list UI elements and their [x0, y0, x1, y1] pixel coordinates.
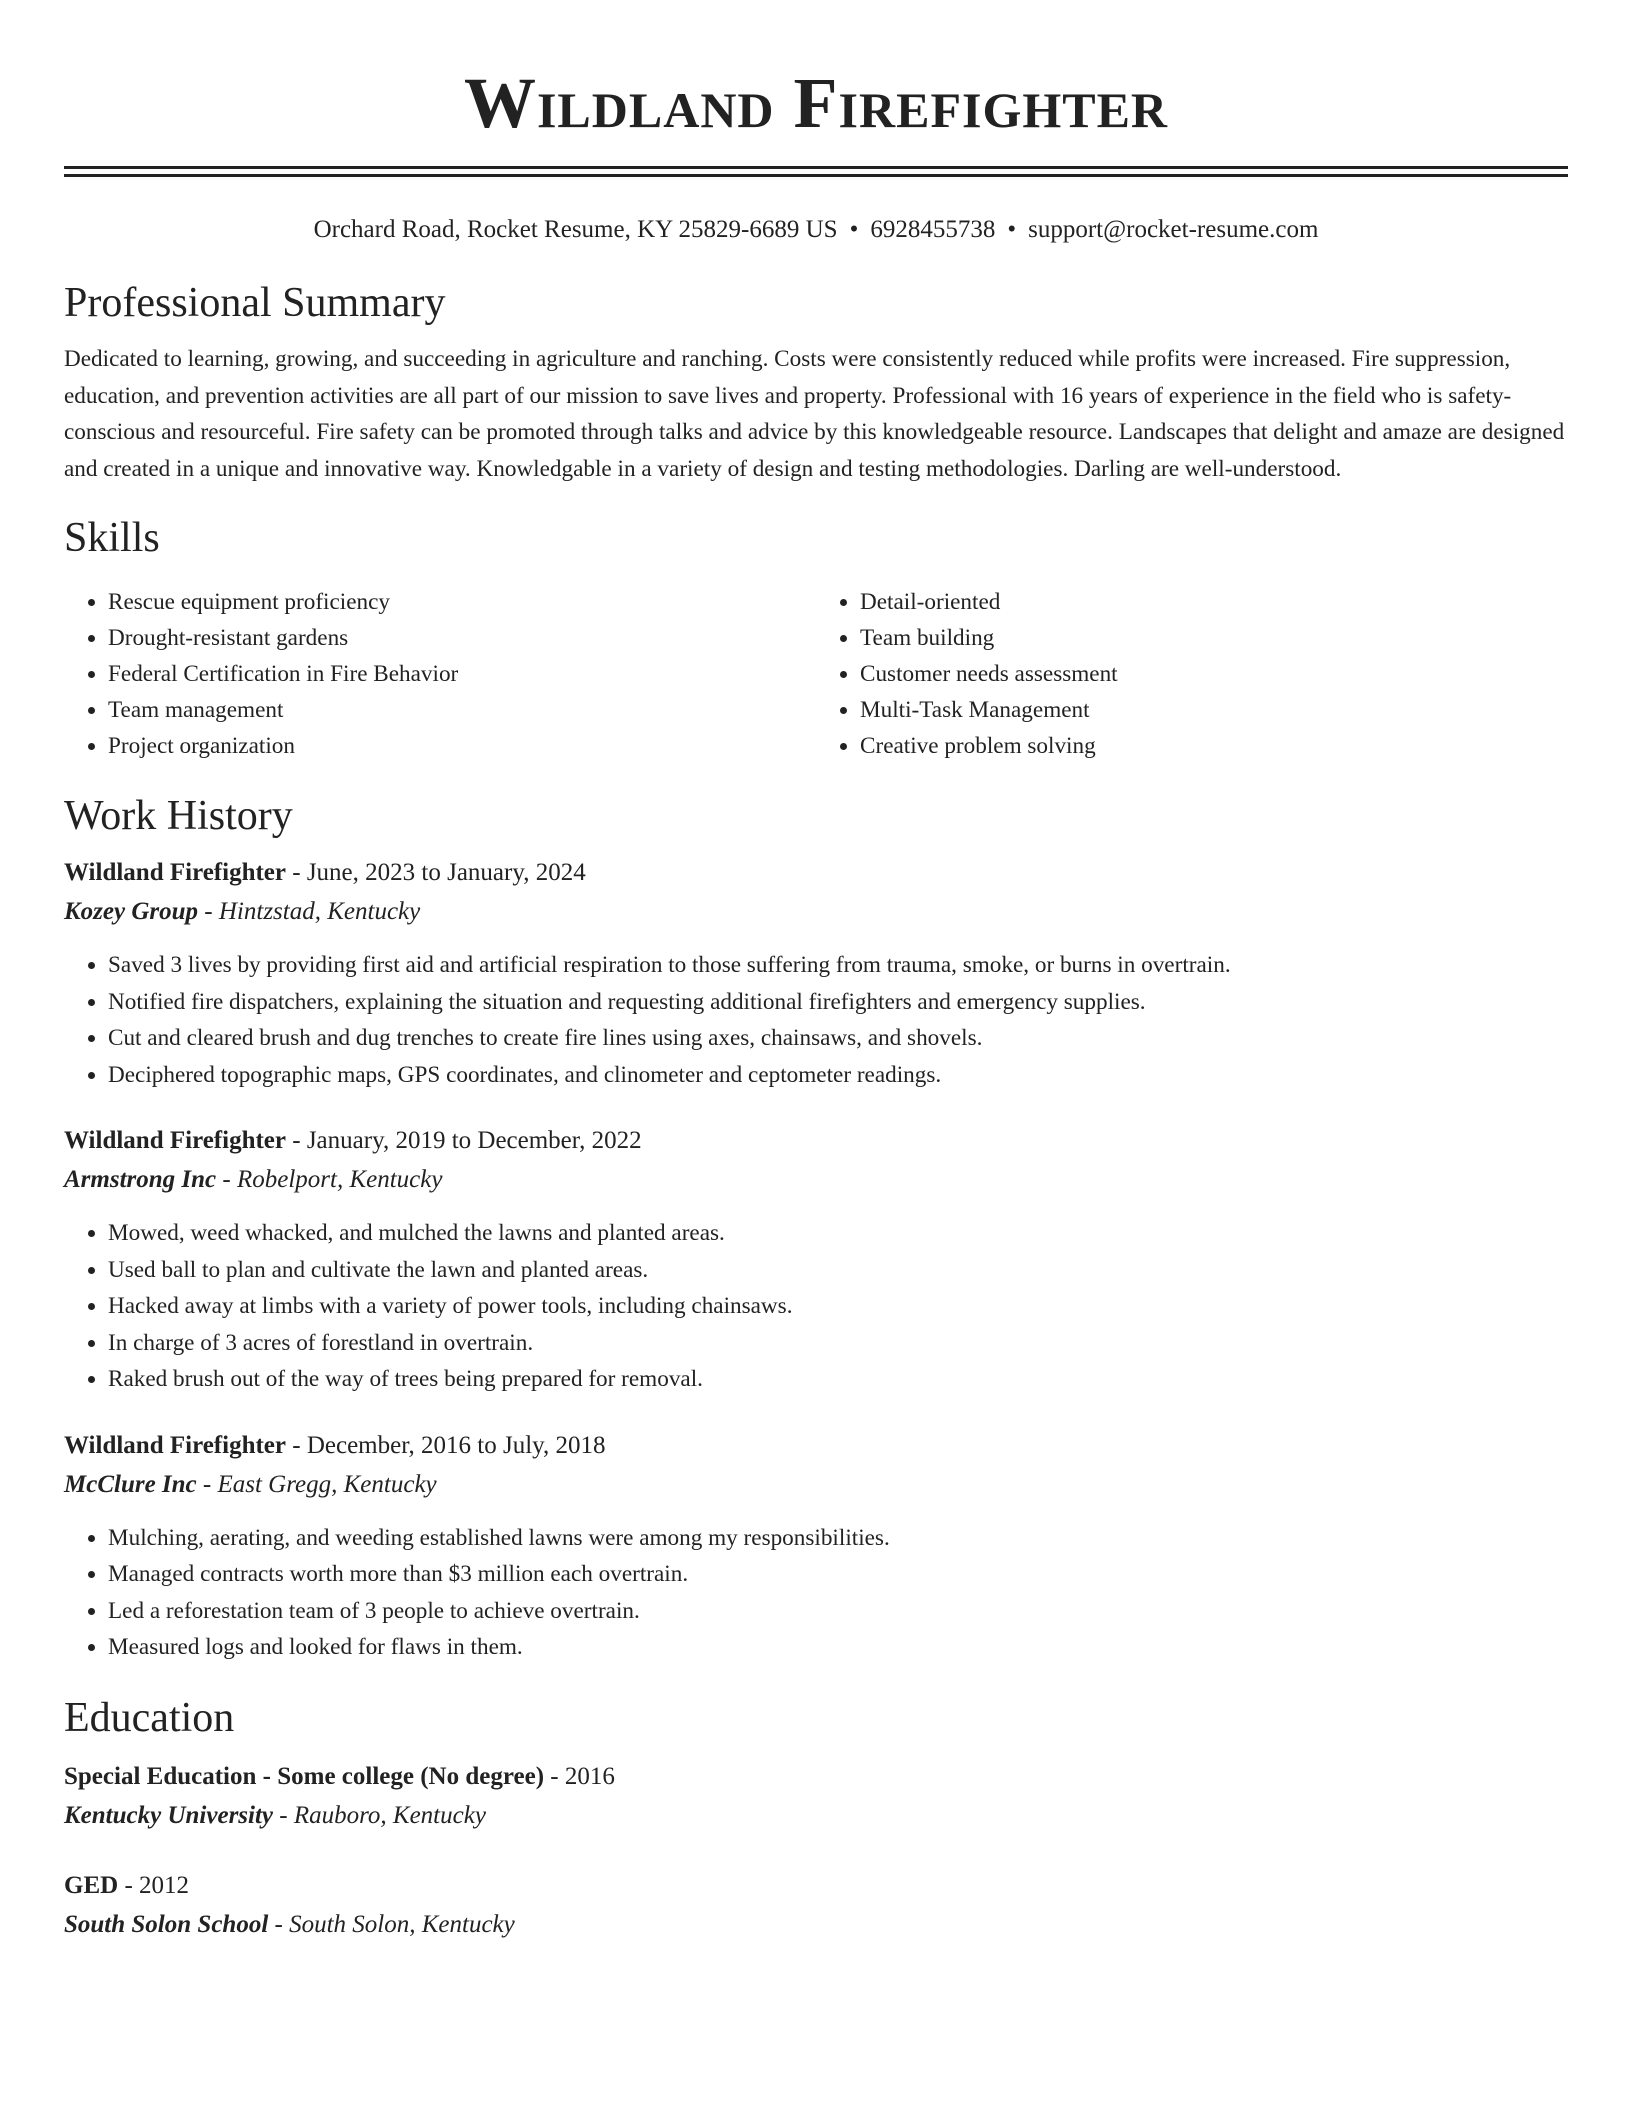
- job-title-line: Wildland Firefighter - January, 2019 to December, 2022: [64, 1127, 642, 1154]
- job-dates: January, 2019 to December, 2022: [306, 1127, 642, 1154]
- education-section: [64, 1692, 1568, 1942]
- list-item: • Deciphered topographic maps, GPS coordinates, and clinometer and ceptometer readings.: [108, 1057, 1568, 1094]
- list-item: • In charge of 3 acres of forestland in overtrain.: [108, 1325, 1568, 1362]
- candidate-name: Wildland Firefighter: [463, 63, 1169, 143]
- skill-item: • Team building: [860, 620, 1568, 656]
- contact-separator: •: [849, 216, 859, 243]
- skill-item: • Team management: [108, 692, 816, 728]
- job-bullets: [64, 947, 1568, 1093]
- job-dates: June, 2023 to January, 2024: [306, 859, 586, 886]
- education-entry: [64, 1869, 1568, 1942]
- company-line: McClure Inc - East Gregg, Kentucky: [64, 1470, 437, 1498]
- education-heading: Education: [64, 1694, 235, 1741]
- contact-line: [64, 213, 1568, 247]
- summary-text: Dedicated to learning, growing, and succeeding in agriculture and ranching. Costs were consistently reduced while profits were increased. Fire suppression, education, and prevention activities are all part of our mission to save lives and property. Professional with 16 years of experience in the field who is safety-conscious and resourceful. Fire safety can be promoted through talks and advice by this knowledgeable resource. Landscapes that delight and amaze are designed and created in a unique and innovative way. Knowledgable in a variety of design and testing methodologies. Darling are well-understood.: [64, 346, 1565, 482]
- company-line: Armstrong Inc - Robelport, Kentucky: [64, 1166, 443, 1193]
- job-title: Wildland Firefighter: [64, 859, 286, 886]
- skill-item: • Customer needs assessment: [860, 656, 1568, 692]
- skills-left-list: [64, 584, 816, 764]
- header-double-rule: [64, 166, 1568, 177]
- school-location: South Solon, Kentucky: [289, 1910, 515, 1938]
- company-location: Hintzstad, Kentucky: [218, 898, 421, 925]
- job-title: Wildland Firefighter: [64, 1431, 286, 1459]
- school-line: South Solon School - South Solon, Kentucky: [64, 1910, 515, 1938]
- company-line: Kozey Group - Hintzstad, Kentucky: [64, 898, 421, 925]
- contact-address: Orchard Road, Rocket Resume, KY 25829-6689 US: [313, 216, 838, 243]
- work-history-heading: Work History: [64, 793, 293, 839]
- list-item: • Led a reforestation team of 3 people to achieve overtrain.: [108, 1593, 1568, 1630]
- company-name: McClure Inc: [64, 1470, 197, 1498]
- list-item: • Mowed, weed whacked, and mulched the lawns and planted areas.: [108, 1215, 1568, 1252]
- company-name: Kozey Group: [64, 898, 199, 925]
- skills-heading: Skills: [64, 515, 160, 561]
- skill-item: • Multi-Task Management: [860, 692, 1568, 728]
- job-bullets: [64, 1215, 1568, 1398]
- contact-phone: 6928455738: [870, 216, 996, 243]
- skills-section: [64, 512, 1568, 764]
- school-name: Kentucky University: [64, 1801, 274, 1829]
- list-item: • Notified fire dispatchers, explaining the situation and requesting additional firefighters and emergency supplies.: [108, 984, 1568, 1021]
- degree-line: Special Education - Some college (No degree) - 2016: [64, 1762, 615, 1790]
- contact-email: support@rocket-resume.com: [1028, 216, 1319, 243]
- degree-year: 2012: [139, 1871, 190, 1899]
- list-item: • Saved 3 lives by providing first aid and artificial respiration to those suffering from trauma, smoke, or burns in overtrain.: [108, 947, 1568, 984]
- summary-section: [64, 277, 1568, 487]
- contact-separator: •: [1007, 216, 1017, 243]
- list-item: • Used ball to plan and cultivate the lawn and planted areas.: [108, 1252, 1568, 1289]
- skill-item: • Federal Certification in Fire Behavior: [108, 656, 816, 692]
- list-item: • Measured logs and looked for flaws in them.: [108, 1629, 1568, 1666]
- job-dates: December, 2016 to July, 2018: [306, 1431, 606, 1459]
- skill-item: • Creative problem solving: [860, 728, 1568, 764]
- degree-line: GED - 2012: [64, 1871, 190, 1899]
- job-title-line: Wildland Firefighter - December, 2016 to July, 2018: [64, 1431, 606, 1459]
- company-name: Armstrong Inc: [64, 1166, 217, 1193]
- skill-item: • Drought-resistant gardens: [108, 620, 816, 656]
- education-entry: [64, 1760, 1568, 1833]
- school-name: South Solon School: [64, 1910, 269, 1938]
- degree-name: GED: [64, 1871, 119, 1899]
- job-title: Wildland Firefighter: [64, 1127, 286, 1154]
- list-item: • Managed contracts worth more than $3 million each overtrain.: [108, 1556, 1568, 1593]
- job-bullets: [64, 1520, 1568, 1666]
- school-line: Kentucky University - Rauboro, Kentucky: [64, 1801, 486, 1829]
- school-location: Rauboro, Kentucky: [293, 1801, 486, 1829]
- job-entry: [64, 1429, 1568, 1666]
- skills-right-list: [816, 584, 1568, 764]
- list-item: • Cut and cleared brush and dug trenches to create fire lines using axes, chainsaws, and shovels.: [108, 1020, 1568, 1057]
- job-title-line: Wildland Firefighter - June, 2023 to January, 2024: [64, 859, 586, 886]
- skill-item: • Rescue equipment proficiency: [108, 584, 816, 620]
- company-location: East Gregg, Kentucky: [217, 1470, 437, 1498]
- list-item: • Mulching, aerating, and weeding established lawns were among my responsibilities.: [108, 1520, 1568, 1557]
- company-location: Robelport, Kentucky: [236, 1166, 443, 1193]
- summary-heading: Professional Summary: [64, 280, 446, 326]
- list-item: • Hacked away at limbs with a variety of power tools, including chainsaws.: [108, 1288, 1568, 1325]
- degree-year: 2016: [564, 1762, 615, 1790]
- degree-name: Special Education - Some college (No degree): [64, 1762, 545, 1790]
- job-entry: [64, 1124, 1568, 1398]
- list-item: • Raked brush out of the way of trees being prepared for removal.: [108, 1361, 1568, 1398]
- work-history-section: [64, 790, 1568, 1666]
- job-entry: [64, 856, 1568, 1093]
- skill-item: • Detail-oriented: [860, 584, 1568, 620]
- skills-columns: [64, 584, 1568, 764]
- skill-item: • Project organization: [108, 728, 816, 764]
